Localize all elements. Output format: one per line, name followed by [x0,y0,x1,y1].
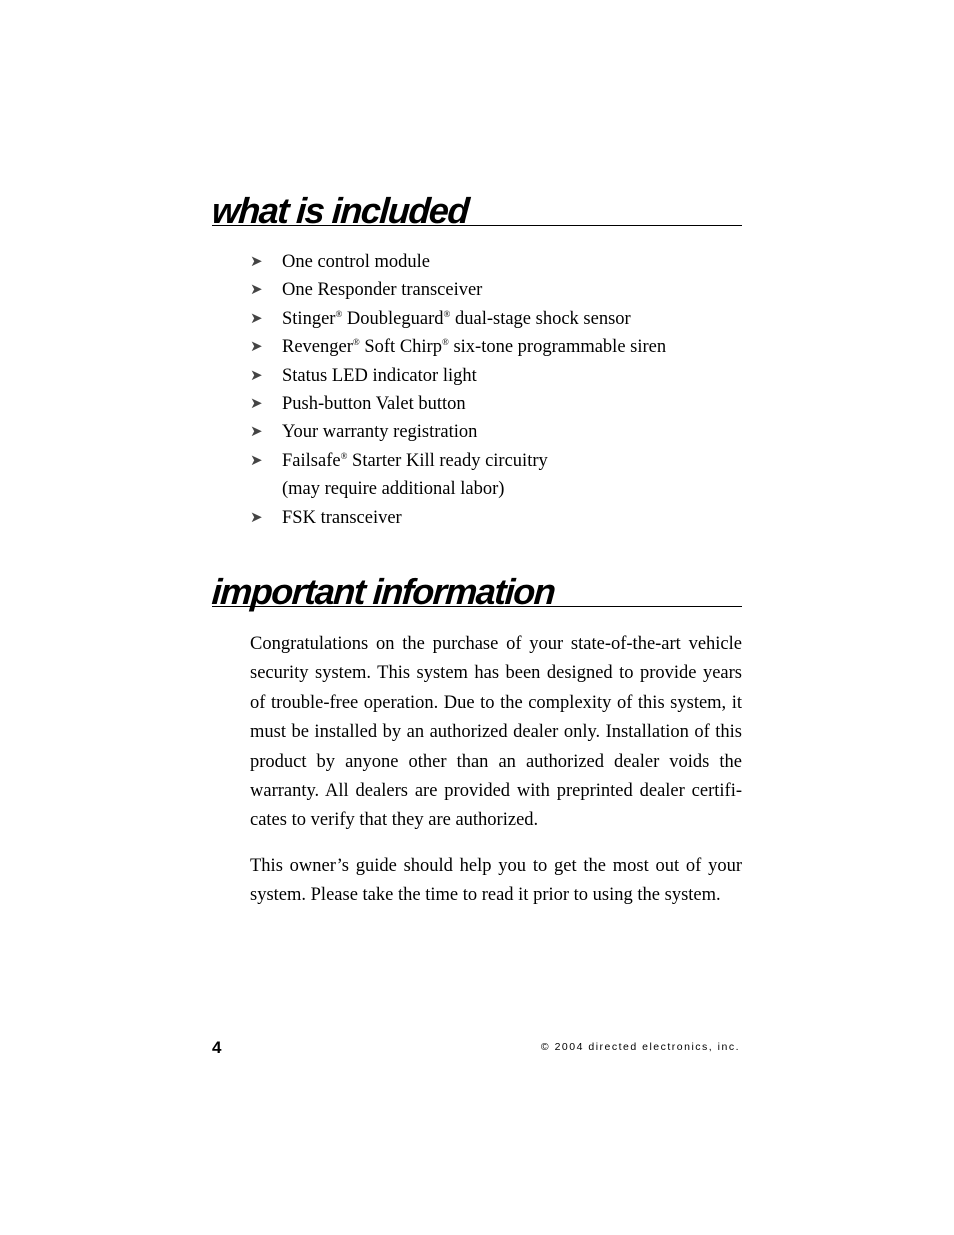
list-item-text: One Responder transceiver [282,280,483,301]
section-title-what-is-included: what is included [210,190,470,231]
list-item-continuation: (may require additional labor) [282,479,505,500]
arrow-bullet-icon: ➤ [250,452,263,469]
list-item-text: Failsafe [282,450,341,471]
list-item-text: FSK transceiver [282,507,402,528]
guide-paragraph: This owner’s guide should help you to get the most out of your system. Please take the time to read it prior to using the system. [250,856,742,906]
list-item [250,333,666,361]
registered-mark: ® [441,337,449,348]
list-item [250,362,666,390]
arrow-bullet-icon: ➤ [250,509,263,526]
arrow-bullet-icon: ➤ [250,254,263,270]
arrow-bullet-icon: ➤ [250,396,263,413]
page-number: 4 [212,1038,222,1057]
list-item-text: Starter Kill ready circuitry [347,450,548,471]
list-item-text: Revenger [282,337,353,358]
registered-mark: ® [340,450,348,461]
list-item [250,390,666,418]
included-items-list [250,248,666,532]
list-item [250,248,666,276]
list-item [250,276,666,304]
list-item-text: Status LED indicator light [282,365,477,386]
list-item-text: One control module [282,252,430,272]
list-item-text: Doubleguard [342,308,444,329]
registered-mark: ® [352,337,360,348]
list-item-text: six-tone programmable siren [448,337,667,358]
registered-mark: ® [335,308,343,319]
list-item-text: Your warranty registration [282,422,478,443]
list-item [250,418,666,446]
section-rule [212,606,742,607]
registered-mark: ® [443,308,451,319]
arrow-bullet-icon: ➤ [250,339,263,356]
section-title-important-information: important information [210,571,556,612]
arrow-bullet-icon: ➤ [250,367,263,384]
list-item [250,305,666,333]
section-rule [212,225,742,226]
arrow-bullet-icon: ➤ [250,424,263,441]
list-item-text: Stinger [282,308,336,329]
list-item-text: Soft Chirp [359,337,442,358]
copyright-notice: © 2004 directed electronics, inc. [540,1041,740,1053]
list-item-text: dual-stage shock sensor [450,308,631,329]
intro-paragraph: Congratulations on the purchase of your state-of-the-art vehicle security system. This system has been designed to provide years of trouble-free operation. Due to the complexity of this system, it must be installed by an authorized dealer only. Installation of this product by anyone other than an authorized dealer voids the warranty. All dealers are provided with preprinted dealer certifi- cates to verify that they are authorized. [250,634,742,831]
arrow-bullet-icon: ➤ [250,282,263,299]
arrow-bullet-icon: ➤ [250,310,263,327]
list-item [250,447,666,504]
list-item [250,504,666,532]
list-item-text: Push-button Valet button [282,394,466,415]
